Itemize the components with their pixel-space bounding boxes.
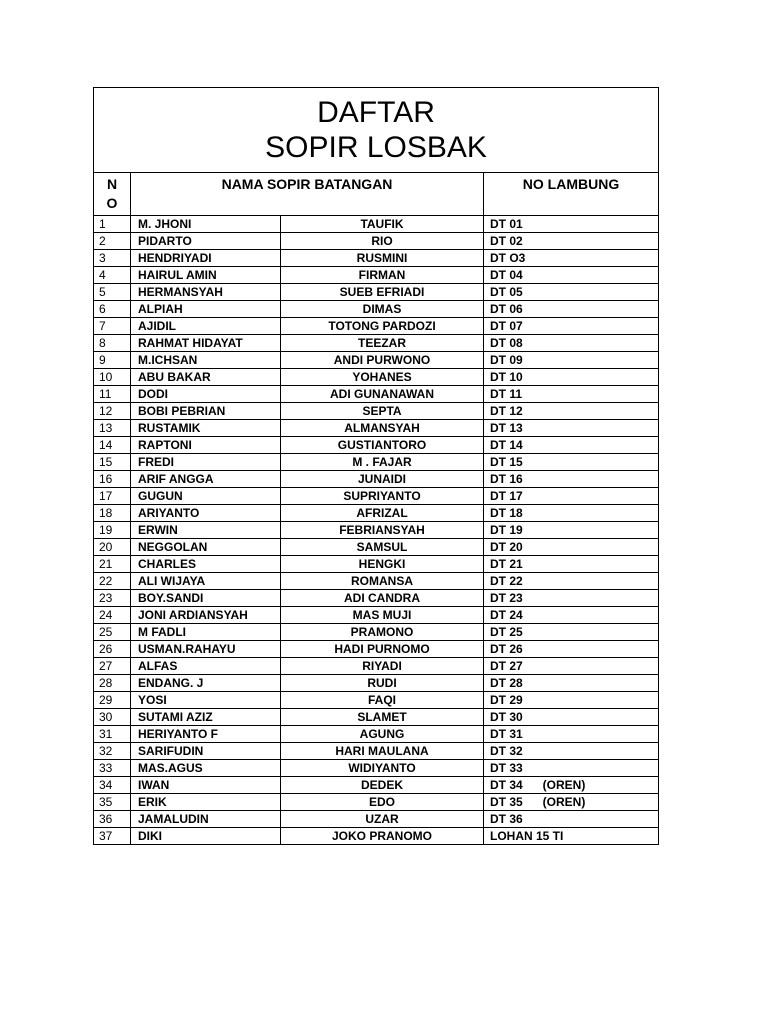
hull-number: DT 17 [484,488,659,505]
table-row [94,709,659,726]
co-driver-name: HARI MAULANA [281,743,484,760]
table-row [94,216,659,233]
driver-name: ALPIAH [131,301,281,318]
driver-name: MAS.AGUS [131,760,281,777]
driver-name: DIKI [131,828,281,845]
hull-number: DT 28 [484,675,659,692]
hull-number: DT 33 [484,760,659,777]
hull-number: DT 36 [484,811,659,828]
header-nama-sopir: NAMA SOPIR BATANGAN [131,173,484,216]
co-driver-name: TOTONG PARDOZI [281,318,484,335]
hull-number: DT 25 [484,624,659,641]
hull-number: DT 32 [484,743,659,760]
driver-name: HERMANSYAH [131,284,281,301]
title-cell [94,88,659,173]
co-driver-name: TAUFIK [281,216,484,233]
table-row [94,658,659,675]
driver-name: M. JHONI [131,216,281,233]
driver-name: ABU BAKAR [131,369,281,386]
header-row [94,173,659,216]
driver-name: FREDI [131,454,281,471]
row-number: 35 [94,794,131,811]
row-number: 1 [94,216,131,233]
table-row [94,539,659,556]
driver-name: M FADLI [131,624,281,641]
table-row [94,335,659,352]
table-row [94,522,659,539]
hull-number: DT 10 [484,369,659,386]
table-row [94,556,659,573]
row-number: 4 [94,267,131,284]
table-row [94,675,659,692]
co-driver-name: YOHANES [281,369,484,386]
row-number: 18 [94,505,131,522]
driver-name: GUGUN [131,488,281,505]
driver-name: M.ICHSAN [131,352,281,369]
driver-name: SUTAMI AZIZ [131,709,281,726]
table-row [94,301,659,318]
driver-name: ARIF ANGGA [131,471,281,488]
hull-number: DT 34 (OREN) [484,777,659,794]
co-driver-name: ANDI PURWONO [281,352,484,369]
table-row [94,624,659,641]
table-row [94,420,659,437]
title-line-1: DAFTAR [317,96,435,129]
hull-number: DT 11 [484,386,659,403]
table-row [94,233,659,250]
table-row [94,590,659,607]
co-driver-name: RUSMINI [281,250,484,267]
driver-name: HERIYANTO F [131,726,281,743]
row-number: 8 [94,335,131,352]
hull-number: DT 16 [484,471,659,488]
row-number: 30 [94,709,131,726]
table-row [94,777,659,794]
driver-name: SARIFUDIN [131,743,281,760]
hull-number: DT 30 [484,709,659,726]
hull-number: DT 12 [484,403,659,420]
co-driver-name: FIRMAN [281,267,484,284]
row-number: 14 [94,437,131,454]
hull-number: DT 27 [484,658,659,675]
driver-name: YOSI [131,692,281,709]
hull-number: DT 09 [484,352,659,369]
hull-number: DT O3 [484,250,659,267]
driver-name: IWAN [131,777,281,794]
co-driver-name: ADI GUNANAWAN [281,386,484,403]
driver-name: BOY.SANDI [131,590,281,607]
co-driver-name: RUDI [281,675,484,692]
row-number: 22 [94,573,131,590]
co-driver-name: DEDEK [281,777,484,794]
co-driver-name: DIMAS [281,301,484,318]
hull-number: DT 23 [484,590,659,607]
hull-number: DT 14 [484,437,659,454]
table-row [94,743,659,760]
co-driver-name: ALMANSYAH [281,420,484,437]
hull-number: DT 08 [484,335,659,352]
table-row [94,641,659,658]
table-row [94,505,659,522]
table-row [94,607,659,624]
row-number: 33 [94,760,131,777]
co-driver-name: HADI PURNOMO [281,641,484,658]
co-driver-name: FAQI [281,692,484,709]
table-row [94,386,659,403]
driver-name: HAIRUL AMIN [131,267,281,284]
row-number: 13 [94,420,131,437]
row-number: 15 [94,454,131,471]
driver-name: ERWIN [131,522,281,539]
co-driver-name: SUEB EFRIADI [281,284,484,301]
row-number: 32 [94,743,131,760]
co-driver-name: SUPRIYANTO [281,488,484,505]
hull-number: DT 22 [484,573,659,590]
hull-number: DT 04 [484,267,659,284]
hull-number: DT 13 [484,420,659,437]
row-number: 29 [94,692,131,709]
table-row [94,726,659,743]
table-row [94,318,659,335]
table-row [94,454,659,471]
table-row [94,794,659,811]
driver-name: ERIK [131,794,281,811]
row-number: 5 [94,284,131,301]
co-driver-name: EDO [281,794,484,811]
row-number: 25 [94,624,131,641]
table-row [94,828,659,845]
row-number: 21 [94,556,131,573]
co-driver-name: JUNAIDI [281,471,484,488]
table-row [94,760,659,777]
row-number: 11 [94,386,131,403]
table-row [94,284,659,301]
title-row [94,88,659,173]
row-number: 17 [94,488,131,505]
row-number: 36 [94,811,131,828]
co-driver-name: FEBRIANSYAH [281,522,484,539]
table-row [94,811,659,828]
driver-name: RAPTONI [131,437,281,454]
co-driver-name: JOKO PRANOMO [281,828,484,845]
co-driver-name: ROMANSA [281,573,484,590]
co-driver-name: SLAMET [281,709,484,726]
driver-name: BOBI PEBRIAN [131,403,281,420]
co-driver-name: AFRIZAL [281,505,484,522]
row-number: 6 [94,301,131,318]
driver-name: DODI [131,386,281,403]
co-driver-name: ADI CANDRA [281,590,484,607]
row-number: 16 [94,471,131,488]
co-driver-name: SAMSUL [281,539,484,556]
driver-name: ALFAS [131,658,281,675]
driver-name: CHARLES [131,556,281,573]
co-driver-name: RIO [281,233,484,250]
hull-number: DT 26 [484,641,659,658]
co-driver-name: WIDIYANTO [281,760,484,777]
row-number: 26 [94,641,131,658]
driver-name: JONI ARDIANSYAH [131,607,281,624]
hull-number: DT 20 [484,539,659,556]
driver-name: JAMALUDIN [131,811,281,828]
co-driver-name: M . FAJAR [281,454,484,471]
co-driver-name: SEPTA [281,403,484,420]
co-driver-name: PRAMONO [281,624,484,641]
header-no-line-1: N [106,176,118,192]
row-number: 9 [94,352,131,369]
header-no-line-2: O [106,195,118,211]
table-body [94,216,659,845]
hull-number: LOHAN 15 TI [484,828,659,845]
table-row [94,267,659,284]
driver-name: ALI WIJAYA [131,573,281,590]
hull-number: DT 01 [484,216,659,233]
hull-number: DT 15 [484,454,659,471]
hull-number: DT 07 [484,318,659,335]
table-row [94,573,659,590]
hull-number: DT 21 [484,556,659,573]
driver-list-sheet [93,87,658,845]
table-row [94,352,659,369]
row-number: 23 [94,590,131,607]
hull-number: DT 19 [484,522,659,539]
table-row [94,437,659,454]
row-number: 34 [94,777,131,794]
driver-name: ARIYANTO [131,505,281,522]
title-line-2: SOPIR LOSBAK [265,131,487,164]
driver-name: PIDARTO [131,233,281,250]
hull-number: DT 31 [484,726,659,743]
co-driver-name: TEEZAR [281,335,484,352]
row-number: 10 [94,369,131,386]
hull-number: DT 35 (OREN) [484,794,659,811]
row-number: 28 [94,675,131,692]
driver-name: AJIDIL [131,318,281,335]
row-number: 3 [94,250,131,267]
driver-name: HENDRIYADI [131,250,281,267]
driver-table [93,87,659,845]
co-driver-name: RIYADI [281,658,484,675]
row-number: 12 [94,403,131,420]
table-row [94,250,659,267]
hull-number: DT 06 [484,301,659,318]
co-driver-name: MAS MUJI [281,607,484,624]
row-number: 31 [94,726,131,743]
row-number: 20 [94,539,131,556]
hull-number: DT 05 [484,284,659,301]
row-number: 7 [94,318,131,335]
hull-number: DT 18 [484,505,659,522]
co-driver-name: UZAR [281,811,484,828]
row-number: 2 [94,233,131,250]
row-number: 27 [94,658,131,675]
hull-number: DT 24 [484,607,659,624]
row-number: 37 [94,828,131,845]
table-row [94,369,659,386]
table-row [94,488,659,505]
co-driver-name: HENGKI [281,556,484,573]
driver-name: RUSTAMIK [131,420,281,437]
hull-number: DT 29 [484,692,659,709]
table-row [94,403,659,420]
driver-name: ENDANG. J [131,675,281,692]
driver-name: RAHMAT HIDAYAT [131,335,281,352]
driver-name: NEGGOLAN [131,539,281,556]
co-driver-name: AGUNG [281,726,484,743]
header-no [94,173,131,216]
hull-number: DT 02 [484,233,659,250]
row-number: 24 [94,607,131,624]
table-row [94,471,659,488]
header-no-lambung: NO LAMBUNG [484,173,659,216]
driver-name: USMAN.RAHAYU [131,641,281,658]
table-row [94,692,659,709]
co-driver-name: GUSTIANTORO [281,437,484,454]
row-number: 19 [94,522,131,539]
